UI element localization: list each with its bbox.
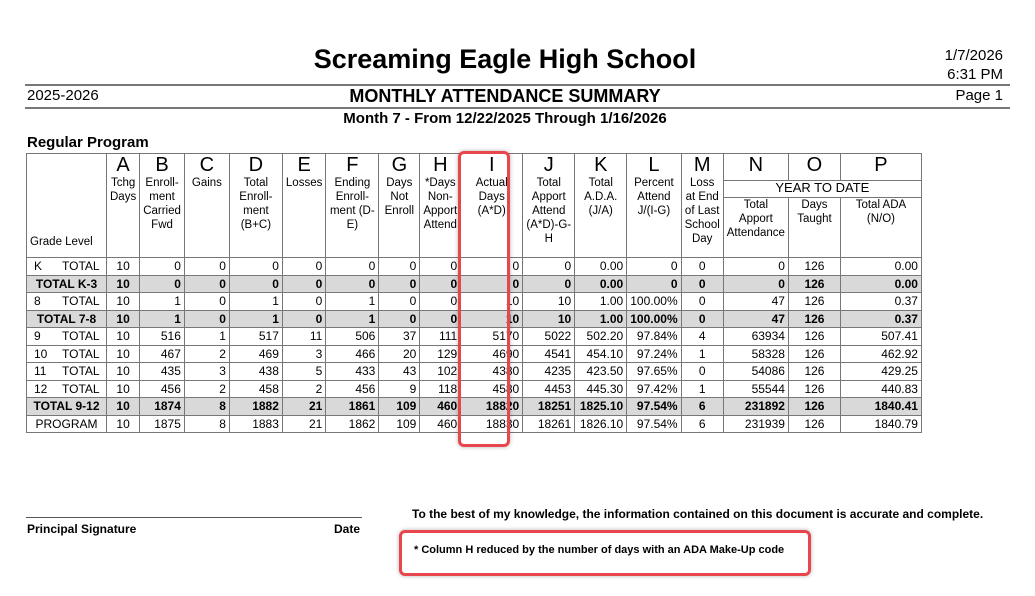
cell-o: 126 <box>788 293 840 311</box>
program-name: Regular Program <box>27 134 149 151</box>
cell-n: 47 <box>723 310 788 328</box>
column-label: Loss at End of Last School Day <box>684 177 720 245</box>
cell-h: 129 <box>420 345 461 363</box>
signature-line <box>26 517 362 518</box>
cell-c: 1 <box>184 328 229 346</box>
report-datetime <box>945 46 1003 84</box>
cell-a: 10 <box>107 380 140 398</box>
column-label-n: Total Apport Attendance <box>723 198 788 258</box>
cell-e: 21 <box>282 415 325 433</box>
cell-p: 0.00 <box>840 258 921 276</box>
cell-g: 43 <box>379 363 420 381</box>
column-header-f <box>326 154 379 258</box>
column-letter: K <box>594 154 608 176</box>
cell-g: 0 <box>379 275 420 293</box>
cell-m: 0 <box>681 310 723 328</box>
grade: 8 <box>34 294 41 309</box>
cell-b: 456 <box>140 380 185 398</box>
column-header-h <box>420 154 461 258</box>
cell-g: 9 <box>379 380 420 398</box>
grade-cell <box>27 275 107 293</box>
column-label: Losses <box>285 177 323 189</box>
column-header-l <box>627 154 681 258</box>
grade-cell <box>27 293 107 311</box>
cell-l: 97.54% <box>627 398 681 416</box>
cell-p: 0.37 <box>840 310 921 328</box>
column-header-n <box>723 154 788 181</box>
cell-b: 435 <box>140 363 185 381</box>
cell-n: 63934 <box>723 328 788 346</box>
divider <box>25 107 1010 109</box>
cell-n: 54086 <box>723 363 788 381</box>
cell-m: 4 <box>681 328 723 346</box>
cell-o: 126 <box>788 258 840 276</box>
cell-g: 0 <box>379 293 420 311</box>
cell-n: 55544 <box>723 380 788 398</box>
cell-b: 516 <box>140 328 185 346</box>
grade: 11 <box>34 364 47 379</box>
cell-e: 2 <box>282 380 325 398</box>
cell-i: 5170 <box>461 328 523 346</box>
cell-p: 429.25 <box>840 363 921 381</box>
grade-cell <box>27 258 107 276</box>
certification-statement: To the best of my knowledge, the information contained on this document is accurate and complete. <box>412 507 984 521</box>
cell-f: 1 <box>326 293 379 311</box>
cell-l: 97.54% <box>627 415 681 433</box>
school-year: 2025-2026 <box>27 87 99 104</box>
cell-a: 10 <box>107 258 140 276</box>
grade-cell <box>27 398 107 416</box>
column-letter: H <box>433 154 448 176</box>
cell-j: 4541 <box>523 345 575 363</box>
cell-k: 1825.10 <box>575 398 627 416</box>
grade: 9 <box>34 329 41 344</box>
cell-e: 0 <box>282 310 325 328</box>
cell-l: 100.00% <box>627 293 681 311</box>
cell-h: 0 <box>420 258 461 276</box>
cell-j: 0 <box>523 275 575 293</box>
cell-e: 0 <box>282 293 325 311</box>
cell-m: 0 <box>681 363 723 381</box>
cell-m: 6 <box>681 398 723 416</box>
cell-l: 97.24% <box>627 345 681 363</box>
grade: K <box>34 259 43 274</box>
column-label-p: Total ADA (N/O) <box>840 198 921 258</box>
cell-d: 0 <box>229 258 282 276</box>
column-label: Tchg Days <box>110 177 137 203</box>
report-period: Month 7 - From 12/22/2025 Through 1/16/2026 <box>343 110 667 127</box>
cell-o: 126 <box>788 398 840 416</box>
cell-g: 20 <box>379 345 420 363</box>
cell-e: 0 <box>282 275 325 293</box>
cell-e: 0 <box>282 258 325 276</box>
cell-n: 58328 <box>723 345 788 363</box>
column-letter: E <box>297 154 311 176</box>
signature-date-label: Date <box>334 522 361 536</box>
column-label: Percent Attend J/(I-G) <box>634 177 674 217</box>
cell-a: 10 <box>107 398 140 416</box>
cell-f: 506 <box>326 328 379 346</box>
grade-cell <box>27 345 107 363</box>
cell-h: 0 <box>420 310 461 328</box>
cell-o: 126 <box>788 363 840 381</box>
cell-g: 0 <box>379 258 420 276</box>
cell-b: 0 <box>140 258 185 276</box>
cell-m: 0 <box>681 293 723 311</box>
cell-j: 4453 <box>523 380 575 398</box>
cell-f: 1 <box>326 310 379 328</box>
column-label: Days Not Enroll <box>384 177 415 217</box>
cell-a: 10 <box>107 415 140 433</box>
cell-i: 0 <box>461 275 523 293</box>
cell-j: 5022 <box>523 328 575 346</box>
cell-j: 10 <box>523 293 575 311</box>
cell-d: 0 <box>229 275 282 293</box>
cell-n: 0 <box>723 275 788 293</box>
column-label: *Days Non- Apport Attend <box>423 177 458 231</box>
column-header-p <box>840 154 921 181</box>
cell-d: 1 <box>229 310 282 328</box>
column-header-d <box>229 154 282 258</box>
grade: 12 <box>34 381 48 396</box>
column-letter: C <box>199 154 215 176</box>
cell-h: 0 <box>420 293 461 311</box>
cell-h: 460 <box>420 398 461 416</box>
cell-b: 1875 <box>140 415 185 433</box>
cell-g: 37 <box>379 328 420 346</box>
row-label: TOTAL <box>62 381 100 396</box>
cell-l: 97.42% <box>627 380 681 398</box>
page-number: Page 1 <box>955 87 1003 104</box>
cell-j: 10 <box>523 310 575 328</box>
cell-k: 1.00 <box>575 293 627 311</box>
cell-f: 466 <box>326 345 379 363</box>
cell-e: 5 <box>282 363 325 381</box>
cell-k: 0.00 <box>575 258 627 276</box>
cell-j: 18261 <box>523 415 575 433</box>
cell-p: 0.00 <box>840 275 921 293</box>
cell-o: 126 <box>788 328 840 346</box>
cell-p: 1840.79 <box>840 415 921 433</box>
column-header-b <box>140 154 185 258</box>
column-h-highlight <box>458 151 510 447</box>
cell-c: 0 <box>184 258 229 276</box>
cell-m: 0 <box>681 275 723 293</box>
cell-f: 1862 <box>326 415 379 433</box>
cell-p: 1840.41 <box>840 398 921 416</box>
row-label: TOTAL <box>62 364 100 379</box>
cell-g: 109 <box>379 398 420 416</box>
grade-level-header: Grade Level <box>27 154 107 258</box>
cell-o: 126 <box>788 380 840 398</box>
cell-j: 18251 <box>523 398 575 416</box>
row-label: PROGRAM <box>35 416 98 431</box>
column-header-k <box>575 154 627 258</box>
principal-signature-label: Principal Signature <box>27 522 137 536</box>
column-letter: A <box>116 154 130 176</box>
cell-a: 10 <box>107 328 140 346</box>
cell-i: 18820 <box>461 398 523 416</box>
cell-j: 0 <box>523 258 575 276</box>
column-label-o: Days Taught <box>788 198 840 258</box>
column-label: Actual Days (A*D) <box>475 177 508 217</box>
cell-l: 0 <box>627 275 681 293</box>
column-letter: I <box>488 154 495 176</box>
column-header-o <box>788 154 840 181</box>
cell-n: 231892 <box>723 398 788 416</box>
cell-l: 97.65% <box>627 363 681 381</box>
row-label: TOTAL <box>62 346 100 361</box>
cell-i: 18830 <box>461 415 523 433</box>
cell-i: 4690 <box>461 345 523 363</box>
column-letter: M <box>693 154 711 176</box>
cell-c: 8 <box>184 398 229 416</box>
column-letter: N <box>748 154 764 176</box>
cell-l: 97.84% <box>627 328 681 346</box>
column-header-j <box>523 154 575 258</box>
cell-d: 1883 <box>229 415 282 433</box>
cell-c: 3 <box>184 363 229 381</box>
grade-cell <box>27 363 107 381</box>
cell-d: 1882 <box>229 398 282 416</box>
column-h-footnote: * Column H reduced by the number of days with an ADA Make-Up code <box>414 544 785 556</box>
cell-b: 0 <box>140 275 185 293</box>
row-label: TOTAL <box>62 329 100 344</box>
cell-i: 10 <box>461 293 523 311</box>
cell-c: 8 <box>184 415 229 433</box>
cell-d: 469 <box>229 345 282 363</box>
cell-n: 0 <box>723 258 788 276</box>
cell-i: 4380 <box>461 363 523 381</box>
cell-m: 1 <box>681 380 723 398</box>
cell-c: 0 <box>184 275 229 293</box>
cell-l: 0 <box>627 258 681 276</box>
cell-b: 1 <box>140 310 185 328</box>
column-label: Enroll- ment Carried Fwd <box>143 177 181 231</box>
cell-f: 433 <box>326 363 379 381</box>
cell-a: 10 <box>107 345 140 363</box>
grade-cell <box>27 415 107 433</box>
column-label: Total Apport Attend (A*D)-G-H <box>526 177 572 245</box>
column-label: Ending Enroll- ment (D-E) <box>329 177 375 231</box>
cell-k: 0.00 <box>575 275 627 293</box>
cell-a: 10 <box>107 275 140 293</box>
cell-d: 1 <box>229 293 282 311</box>
cell-p: 0.37 <box>840 293 921 311</box>
column-letter: G <box>391 154 408 176</box>
cell-a: 10 <box>107 310 140 328</box>
cell-o: 126 <box>788 310 840 328</box>
cell-f: 1861 <box>326 398 379 416</box>
column-letter: L <box>648 154 660 176</box>
cell-o: 126 <box>788 345 840 363</box>
cell-f: 0 <box>326 275 379 293</box>
cell-m: 0 <box>681 258 723 276</box>
cell-e: 11 <box>282 328 325 346</box>
cell-p: 440.83 <box>840 380 921 398</box>
cell-m: 6 <box>681 415 723 433</box>
row-label: TOTAL K-3 <box>35 276 98 291</box>
cell-l: 100.00% <box>627 310 681 328</box>
cell-e: 21 <box>282 398 325 416</box>
row-label: TOTAL 7-8 <box>36 311 97 326</box>
column-letter: D <box>248 154 264 176</box>
cell-n: 47 <box>723 293 788 311</box>
column-header-m <box>681 154 723 258</box>
cell-h: 111 <box>420 328 461 346</box>
cell-k: 445.30 <box>575 380 627 398</box>
grade-cell <box>27 310 107 328</box>
cell-d: 458 <box>229 380 282 398</box>
report-date: 1/7/2026 <box>944 47 1003 64</box>
cell-j: 4235 <box>523 363 575 381</box>
cell-g: 109 <box>379 415 420 433</box>
column-header-g <box>379 154 420 258</box>
cell-h: 102 <box>420 363 461 381</box>
report-time: 6:31 PM <box>947 66 1003 83</box>
cell-p: 507.41 <box>840 328 921 346</box>
cell-b: 1874 <box>140 398 185 416</box>
cell-h: 0 <box>420 275 461 293</box>
column-header-c <box>184 154 229 258</box>
cell-k: 423.50 <box>575 363 627 381</box>
cell-i: 4580 <box>461 380 523 398</box>
cell-c: 2 <box>184 380 229 398</box>
grade-cell <box>27 380 107 398</box>
cell-k: 502.20 <box>575 328 627 346</box>
school-name: Screaming Eagle High School <box>313 44 697 74</box>
grade-cell <box>27 328 107 346</box>
cell-b: 1 <box>140 293 185 311</box>
cell-c: 0 <box>184 293 229 311</box>
cell-h: 118 <box>420 380 461 398</box>
cell-c: 2 <box>184 345 229 363</box>
column-letter: F <box>346 154 359 176</box>
cell-a: 10 <box>107 293 140 311</box>
cell-i: 0 <box>461 258 523 276</box>
row-label: TOTAL 9-12 <box>33 399 100 414</box>
grade: 10 <box>34 346 48 361</box>
column-header-e <box>282 154 325 258</box>
row-label: TOTAL <box>62 259 100 274</box>
column-label: Total A.D.A. (J/A) <box>584 177 618 217</box>
cell-g: 0 <box>379 310 420 328</box>
cell-a: 10 <box>107 363 140 381</box>
cell-c: 0 <box>184 310 229 328</box>
cell-m: 1 <box>681 345 723 363</box>
column-letter: O <box>806 154 823 176</box>
cell-k: 1.00 <box>575 310 627 328</box>
row-label: TOTAL <box>62 294 100 309</box>
cell-f: 0 <box>326 258 379 276</box>
cell-o: 126 <box>788 415 840 433</box>
cell-k: 1826.10 <box>575 415 627 433</box>
cell-h: 460 <box>420 415 461 433</box>
cell-p: 462.92 <box>840 345 921 363</box>
column-letter: J <box>543 154 554 176</box>
column-label: Total Enroll- ment (B+C) <box>239 177 273 231</box>
cell-k: 454.10 <box>575 345 627 363</box>
column-letter: P <box>874 154 888 176</box>
cell-d: 517 <box>229 328 282 346</box>
year-to-date-header: YEAR TO DATE <box>723 180 921 198</box>
cell-n: 231939 <box>723 415 788 433</box>
cell-d: 438 <box>229 363 282 381</box>
cell-b: 467 <box>140 345 185 363</box>
column-letter: B <box>155 154 169 176</box>
column-header-a <box>107 154 140 258</box>
cell-i: 10 <box>461 310 523 328</box>
cell-f: 456 <box>326 380 379 398</box>
column-label: Gains <box>191 177 222 189</box>
report-title: MONTHLY ATTENDANCE SUMMARY <box>349 86 661 106</box>
cell-o: 126 <box>788 275 840 293</box>
cell-e: 3 <box>282 345 325 363</box>
